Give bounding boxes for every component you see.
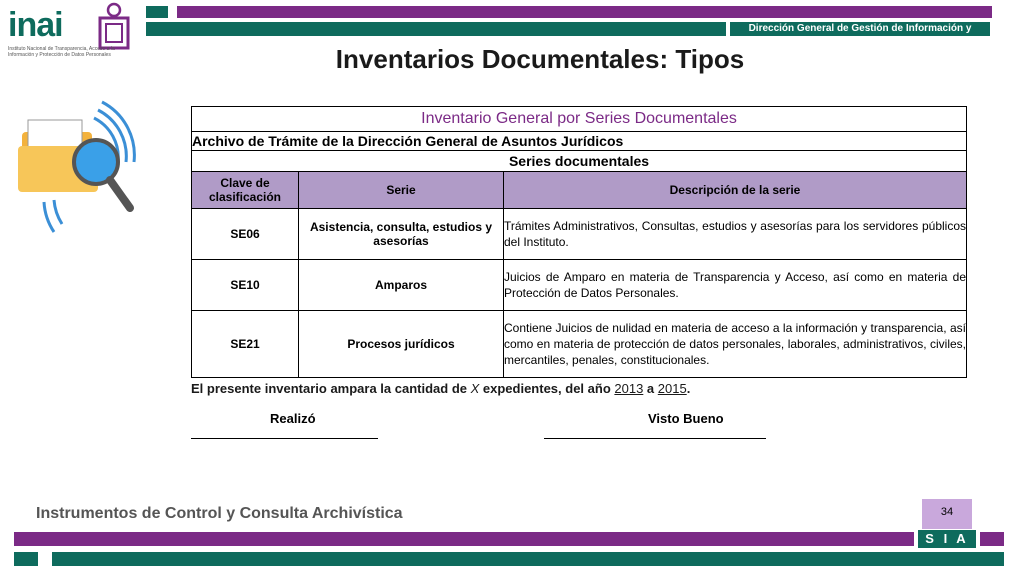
row-serie: Procesos jurídicos: [299, 311, 504, 378]
signature-right-line: [544, 438, 766, 439]
row-desc: Contiene Juicios de nulidad en materia de acceso a la información y transparencia, así como en materia de protección de datos personales, laborales, administrativos, civiles, mercantiles, penales, constitucionales.: [504, 311, 967, 378]
footer-title: Instrumentos de Control y Consulta Archivística: [36, 505, 403, 522]
page-number: 34: [922, 499, 972, 529]
signature-right-label: Visto Bueno: [648, 411, 724, 426]
logo-subtitle: Instituto Nacional de Transparencia, Acceso a la Información y Protección de Datos Personales: [8, 46, 115, 58]
folder-search-icon: [14, 92, 144, 242]
statement-text3: a: [643, 381, 658, 396]
row-serie: Asistencia, consulta, estudios y asesorías: [299, 209, 504, 260]
statement-year-from: 2013: [614, 381, 644, 396]
bottom-green-bar: [52, 552, 1004, 566]
signature-left-line: [191, 438, 378, 439]
sia-badge: S I A: [918, 530, 976, 548]
inventory-statement: [191, 381, 690, 396]
table-heading: Inventario General por Series Documentales: [192, 107, 967, 132]
table-row: [192, 311, 967, 378]
row-code: SE10: [192, 260, 299, 311]
top-purple-bar: [177, 6, 992, 18]
top-green-bar-2: [146, 22, 726, 36]
statement-text2: expedientes, del año: [479, 381, 615, 396]
inventory-table-wrap: [191, 106, 967, 378]
page-title: Inventarios Documentales: Tipos: [335, 44, 745, 74]
bottom-green-left: [14, 552, 38, 566]
table-section: Series documentales: [192, 151, 967, 172]
statement-year-to: 2015: [657, 381, 687, 396]
bottom-purple-right: [980, 532, 1004, 546]
logo-emblem-icon: [94, 2, 134, 50]
table-row: [192, 209, 967, 260]
statement-prefix: El: [191, 381, 204, 396]
table-subheading: Archivo de Trámite de la Dirección General de Asuntos Jurídicos: [192, 132, 967, 151]
bottom-purple-bar: [14, 532, 914, 546]
col-header-desc: Descripción de la serie: [504, 172, 967, 209]
row-desc: Trámites Administrativos, Consultas, estudios y asesorías para los servidores públicos del Instituto.: [504, 209, 967, 260]
statement-text1: presente inventario ampara la cantidad de: [203, 381, 471, 396]
top-green-small: [146, 6, 168, 18]
row-serie: Amparos: [299, 260, 504, 311]
table-row: [192, 260, 967, 311]
row-desc: Juicios de Amparo en materia de Transparencia y Acceso, así como en materia de Protección de Datos Personales.: [504, 260, 967, 311]
col-header-code: Clave de clasificación: [192, 172, 299, 209]
col-header-serie: Serie: [299, 172, 504, 209]
statement-x: X: [470, 381, 480, 396]
row-code: SE06: [192, 209, 299, 260]
inventory-table: [191, 106, 967, 378]
statement-end: .: [686, 381, 691, 396]
logo-name: inai: [8, 6, 63, 44]
header-label: Dirección General de Gestión de Información y Estudios: [730, 22, 990, 36]
row-code: SE21: [192, 311, 299, 378]
signature-left-label: Realizó: [270, 411, 316, 426]
